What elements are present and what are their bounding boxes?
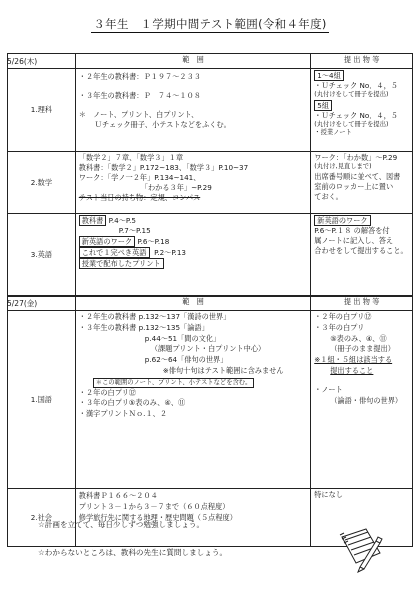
range-line: 修学旅行先に関する地理・歴史問題（５点程度） bbox=[78, 513, 237, 523]
submit-item: ・Ｕチェック No．４，５ bbox=[314, 81, 398, 90]
subject-english: 3.英語 bbox=[8, 214, 76, 297]
exam-table-1 bbox=[7, 53, 413, 297]
submit-english bbox=[311, 214, 413, 297]
range-line: 教科書Ｐ１６６～２０４ bbox=[78, 491, 158, 500]
submit-line: 出席番号順に並べて、図書 bbox=[314, 171, 401, 181]
submit-japanese bbox=[311, 311, 413, 489]
subject-japanese: 1.国語 bbox=[8, 311, 76, 489]
submit-note: (丸付けをして冊子を提出) bbox=[314, 90, 389, 98]
subject-header bbox=[8, 54, 76, 69]
range-line: （課題プリント・白プリント中心） bbox=[150, 344, 266, 354]
range-line: ・３年生の教科書：Ｐ ７４～１０８ bbox=[78, 90, 201, 100]
submit-line: P.6～P.１８ の解答を付 bbox=[314, 226, 390, 235]
range-line bbox=[79, 215, 307, 226]
table-row-science bbox=[8, 69, 413, 152]
submit-line: （論語・俳句の世界） bbox=[330, 395, 403, 405]
table-header-row bbox=[8, 296, 413, 311]
submit-line: ⑤表のみ、④、⑪ bbox=[330, 333, 387, 343]
range-line: 「わかる３年」~P.29 bbox=[140, 182, 212, 192]
range-social bbox=[75, 489, 310, 547]
textbook-pages-2: P.7～P.15 bbox=[118, 226, 151, 235]
submit-line: 属ノートに記入し、答え bbox=[314, 235, 394, 245]
submit-line: 室前のロッカー上に置い bbox=[314, 181, 394, 191]
submit-note: (丸付けをして冊子を提出) bbox=[314, 120, 389, 128]
exam-table-2 bbox=[7, 295, 413, 547]
group-label-5: 5組 bbox=[314, 100, 332, 111]
textbook-label: 教科書 bbox=[79, 215, 107, 226]
notebook-pencil-icon bbox=[336, 523, 386, 573]
submit-line: ワーク：「わか数」～P.29 bbox=[314, 153, 398, 162]
range-header: 範 囲 bbox=[75, 296, 310, 311]
submit-line: ※１組・５組は該当する bbox=[314, 355, 393, 365]
subject-science: 1.理科 bbox=[8, 69, 76, 152]
subject-header bbox=[8, 296, 76, 311]
submit-header: 提 出 物 等 bbox=[311, 296, 413, 311]
range-line: ・３年の白プリ⑤表のみ、④、⑪ bbox=[78, 398, 186, 408]
submit-line: ・２年の白プリ⑫ bbox=[314, 312, 372, 321]
table-row-english bbox=[8, 214, 413, 297]
submit-workbook-label: 新英語のワーク bbox=[314, 215, 370, 226]
range-line: テスト当日の持ち物：定規、コンパス bbox=[78, 192, 201, 202]
review-pages: P.2～P.13 bbox=[154, 247, 186, 257]
workbook-label: 新英語のワーク bbox=[79, 236, 135, 247]
range-line: Ｕチェック冊子、小テストなどをふくむ。 bbox=[94, 119, 231, 129]
group-label-1-4: 1～4組 bbox=[314, 70, 344, 81]
date-label-1: 5/26(木) bbox=[7, 57, 38, 66]
range-line: ・２年生の教科書：Ｐ１９７～２３３ bbox=[78, 72, 201, 81]
submit-line: (丸付け,見直しまで) bbox=[314, 162, 372, 170]
submit-line: ・ノート bbox=[314, 384, 343, 394]
workbook-pages: P.6～P.18 bbox=[137, 236, 170, 246]
submit-line: ・３年の白プリ bbox=[314, 322, 365, 332]
range-science bbox=[75, 69, 310, 152]
range-line bbox=[79, 236, 307, 247]
scope-note: ＊この範囲のノート、プリント、小テストなどを含む。 bbox=[93, 378, 255, 388]
subject-social: 2.社会 bbox=[8, 489, 76, 547]
submit-item: ・Ｕチェック No．４，５ bbox=[314, 110, 398, 120]
submit-line: 合わせをして提出すること。 bbox=[314, 245, 408, 255]
textbook-pages: P.4～P.5 bbox=[108, 216, 137, 225]
range-line bbox=[79, 377, 307, 388]
note-plan: ☆計画を立てて、毎日少しずつ勉強しましょう。 bbox=[38, 520, 205, 529]
handout-label: 授業で配布したプリント bbox=[79, 258, 164, 269]
range-line: ※俳句十句はテスト範囲に含みません bbox=[162, 365, 284, 375]
range-line: 「数学２」７章、「数学３」１章 bbox=[78, 153, 184, 162]
range-line bbox=[79, 247, 307, 258]
range-line: プリント３－１から３－７まで（６０点程度） bbox=[78, 502, 230, 512]
review-label: これで１完ぺき英語 bbox=[79, 247, 150, 258]
range-line: ・３年生の教科書 p.132～135「論語」 bbox=[78, 322, 209, 332]
range-line: p.62～64「俳句の世界」 bbox=[144, 355, 228, 365]
range-japanese bbox=[75, 311, 310, 489]
range-english bbox=[75, 214, 310, 297]
table-row-japanese bbox=[8, 311, 413, 489]
range-line: p.44～51「間の文化」 bbox=[144, 333, 221, 343]
subject-math: 2.数学 bbox=[8, 152, 76, 214]
table-row-math bbox=[8, 152, 413, 214]
range-line: ＊ ノート、プリント、白プリント、 bbox=[78, 109, 199, 119]
note-ask: ☆わからないところは、教科の先生に質問しましょう。 bbox=[38, 548, 228, 557]
submit-item: ・授業ノート bbox=[314, 129, 352, 137]
range-math bbox=[75, 152, 310, 214]
range-line: ・２年の白プリ⑫ bbox=[78, 387, 136, 397]
submit-line: （冊子のまま提出） bbox=[330, 344, 395, 354]
submit-science bbox=[311, 69, 413, 152]
submit-social: 特になし bbox=[311, 489, 413, 547]
range-line: ワーク：「学ノ一２年」P.134~141、 bbox=[78, 172, 201, 182]
page-title: ３年生 １学期中間テスト範囲(令和４年度) bbox=[93, 17, 327, 31]
range-line bbox=[79, 258, 307, 269]
date-label-2: 5/27(金) bbox=[7, 299, 38, 308]
range-line: ・漢字プリントＮｏ.１、２ bbox=[78, 409, 168, 419]
range-line: ・２年生の教科書 p.132～137「漢詩の世界」 bbox=[78, 312, 231, 321]
table-header-row bbox=[8, 54, 413, 69]
range-line: 教科書：「数学２」P.172~183、「数学３」P.10~37 bbox=[78, 162, 249, 172]
range-header: 範 囲 bbox=[75, 54, 310, 69]
submit-math bbox=[311, 152, 413, 214]
submit-line: ておく。 bbox=[314, 191, 343, 201]
submit-header: 提 出 物 等 bbox=[311, 54, 413, 69]
submit-line: 提出すること bbox=[330, 365, 374, 375]
